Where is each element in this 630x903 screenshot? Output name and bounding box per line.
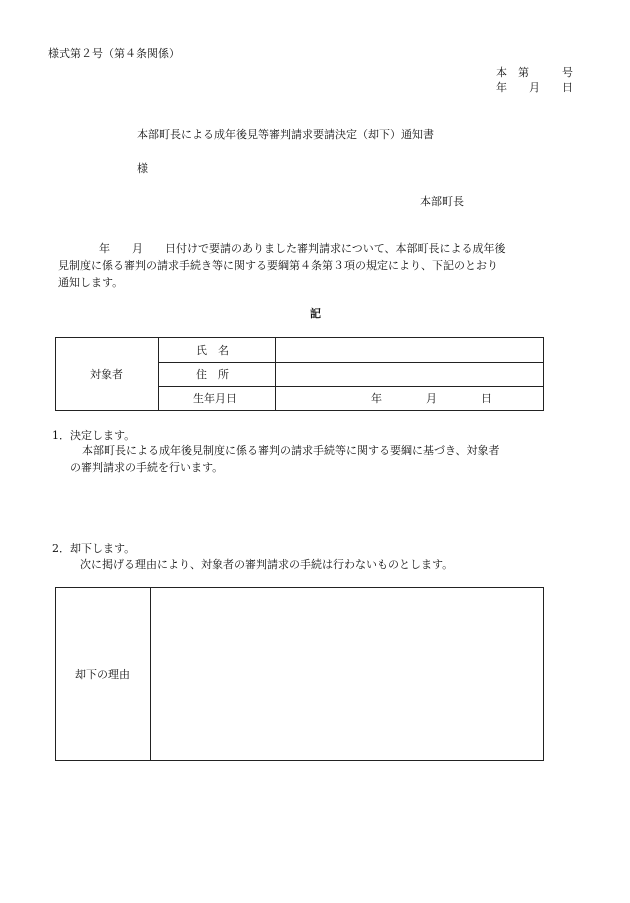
address-label: 住 所 [196,368,229,381]
name-label: 氏 名 [196,344,229,357]
reason-table [55,587,544,761]
section1-heading: 1．決定します。 [52,429,136,442]
ki-label: 記 [310,307,321,320]
body-line-1: 年 月 日付けで要請のありました審判請求について、本部町長による成年後 [88,242,506,255]
sender: 本部町長 [420,195,464,208]
section1-body [70,442,500,476]
body-line-3: 通知します。 [58,276,124,289]
body-line-2: 見制度に係る審判の請求手続き等に関する要綱第４条第３項の規定により、下記のとおり [58,259,498,272]
addressee: 様 [137,162,148,175]
document-number: 本 第 号 [496,66,573,79]
birthdate-label: 生年月日 [193,392,237,405]
reason-label: 却下の理由 [75,668,130,681]
target-header: 対象者 [90,368,123,381]
document-title: 本部町長による成年後見等審判請求要請決定（却下）通知書 [137,128,434,141]
body-paragraph [58,240,506,291]
section2-heading: 2．却下します。 [52,542,136,555]
document-date: 年 月 日 [496,81,573,94]
form-number: 様式第２号（第４条関係） [48,47,180,60]
section2-body: 次に掲げる理由により、対象者の審判請求の手続は行わないものとします。 [80,558,454,571]
target-table [55,337,544,411]
birthdate-value: 年 月 日 [371,392,492,405]
section1-line-2: の審判請求の手続を行います。 [70,461,224,474]
section1-line-1: 本部町長による成年後見制度に係る審判の請求手続等に関する要綱に基づき、対象者 [82,444,500,457]
